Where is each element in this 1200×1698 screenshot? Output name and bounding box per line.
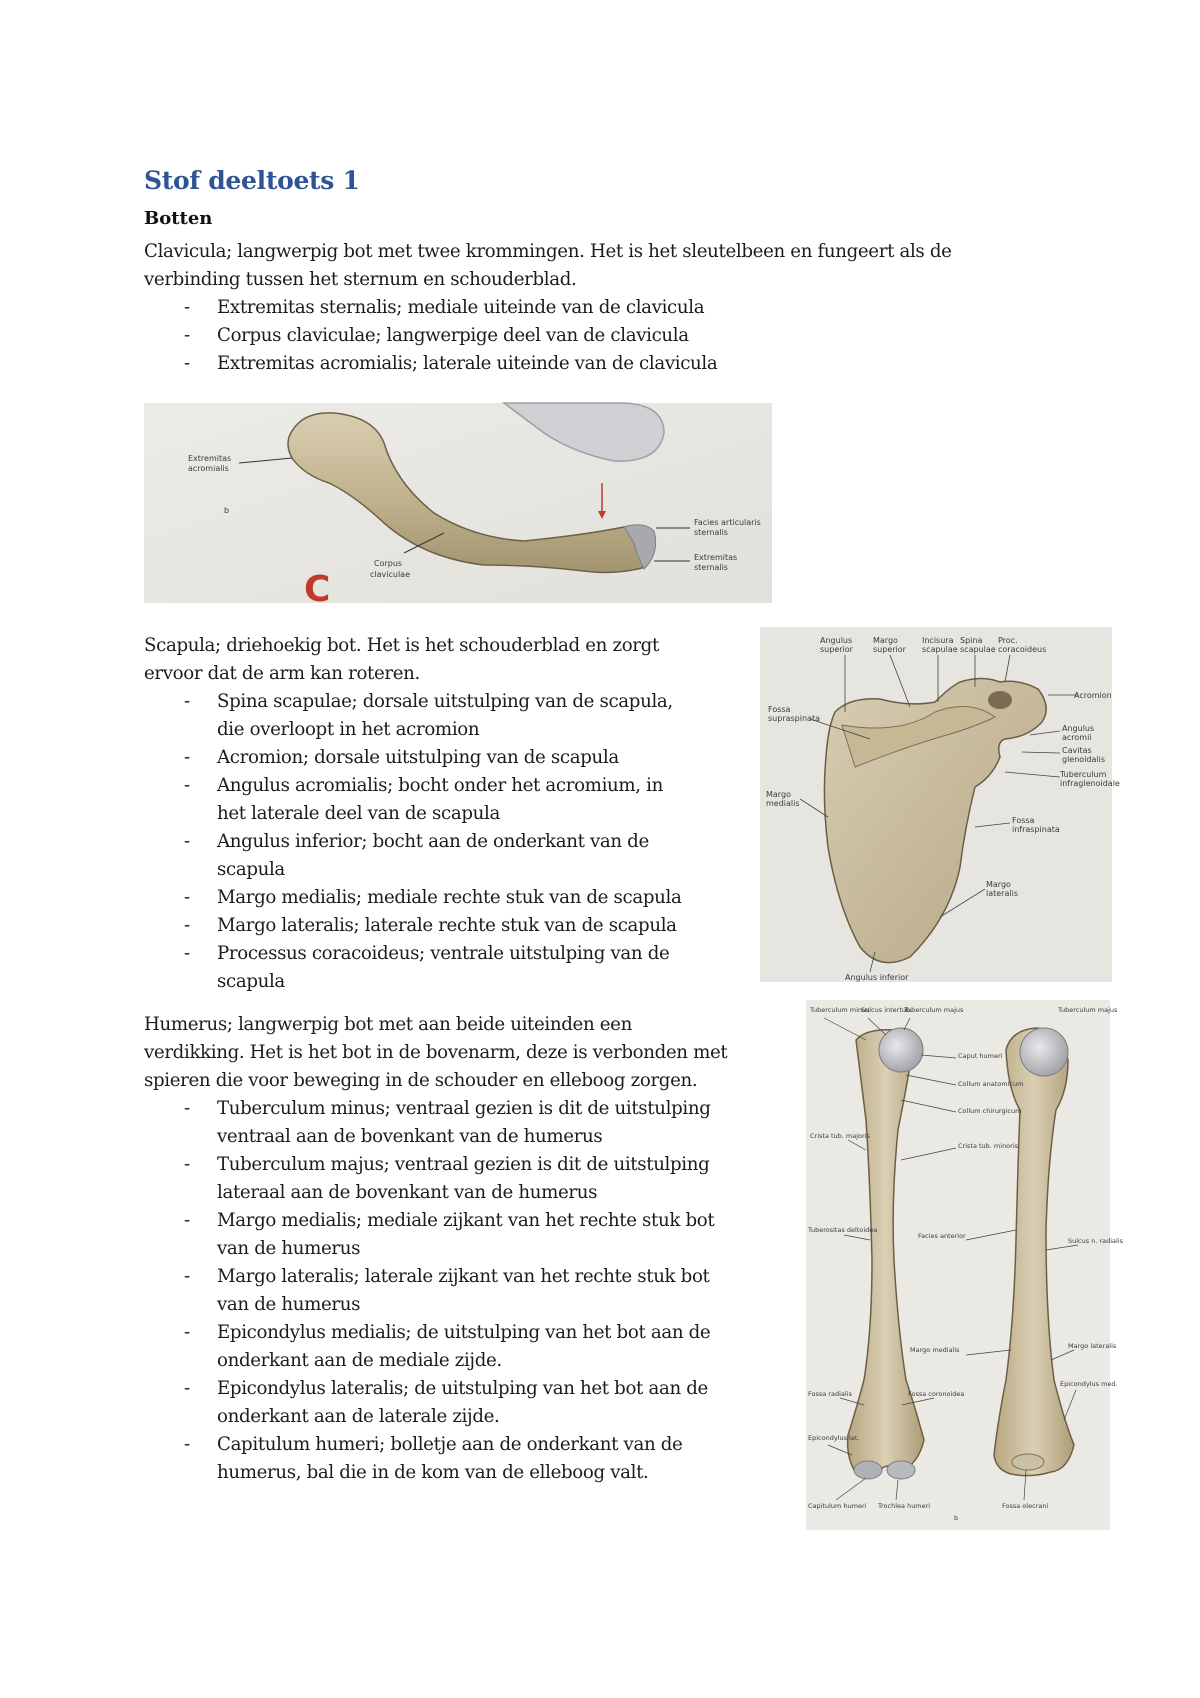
scapula-label-proc-2: coracoideus: [998, 645, 1047, 654]
humerus-label-sulcus-radialis: Sulcus n. radialis: [1068, 1237, 1124, 1245]
list-item: - Margo medialis; mediale rechte stuk van de scapula: [184, 887, 682, 908]
scapula-intro-line2: ervoor dat de arm kan roteren.: [144, 663, 420, 684]
clavicula-label-acromialis-2: acromialis: [188, 464, 229, 473]
humerus-label-sulcus: Sulcus intertub.: [861, 1006, 913, 1014]
humerus-label-epi-lat: Epicondylus lat.: [808, 1434, 860, 1442]
list-item: - Spina scapulae; dorsale uitstulping van de scapula, die overloopt in het acromion: [184, 691, 673, 740]
humerus-label-fossa-olec: Fossa olecrani: [1002, 1502, 1049, 1510]
list-item: - Extremitas acromialis; laterale uiteinde van de clavicula: [184, 353, 718, 374]
humerus-illustration: [806, 1000, 1124, 1530]
scapula-label-tuberculum-1: Tuberculum: [1060, 770, 1107, 779]
scapula-label-angulus-acromii-2: acromii: [1062, 733, 1092, 742]
humerus-label-tub-majus-post: Tuberculum majus: [1058, 1006, 1118, 1014]
scapula-label-incisura-2: scapulae: [922, 645, 958, 654]
humerus-list: [144, 1095, 784, 1487]
list-item: - Capitulum humeri; bolletje aan de onderkant van de humerus, bal die in de kom van de elleboog valt.: [184, 1434, 683, 1483]
humerus-label-crista-maj: Crista tub. majoris: [810, 1132, 870, 1140]
scapula-label-fossa-supra-1: Fossa: [768, 705, 791, 714]
list-item: - Angulus acromialis; bocht onder het acromium, in het laterale deel van de scapula: [184, 775, 663, 824]
humerus-label-facies: Facies anterior: [918, 1232, 966, 1240]
figure-letter: b: [224, 506, 230, 515]
humerus-label-fossa-cor: Fossa coronoidea: [908, 1390, 965, 1398]
clavicula-intro-line1: Clavicula; langwerpig bot met twee krommingen. Het is het sleutelbeen en fungeert als de: [144, 241, 952, 262]
humerus-label-collum-chir: Collum chirurgicum: [958, 1107, 1022, 1115]
scapula-label-fossa-infra-1: Fossa: [1012, 816, 1035, 825]
clavicula-intro-line2: verbinding tussen het sternum en schouderblad.: [144, 269, 577, 290]
scapula-figure: [760, 627, 1120, 982]
list-item: - Acromion; dorsale uitstulping van de scapula: [184, 747, 619, 768]
clavicula-label-corpus-2: claviculae: [370, 570, 410, 579]
scapula-label-angulus-acromii-1: Angulus: [1062, 724, 1095, 733]
clavicula-label-facies-1: Facies articularis: [694, 518, 761, 527]
scapula-label-margo-medialis-2: medialis: [766, 799, 800, 808]
humerus-intro-line2: verdikking. Het is het bot in de bovenarm, deze is verbonden met: [144, 1042, 728, 1063]
humerus-intro-line3: spieren die voor beweging in de schouder en elleboog zorgen.: [144, 1070, 698, 1091]
clavicula-label-sternalis-1: Extremitas: [694, 553, 738, 562]
scapula-label-margo-lateralis-1: Margo: [986, 880, 1011, 889]
list-item: - Corpus claviculae; langwerpige deel van de clavicula: [184, 325, 689, 346]
section-heading: Botten: [144, 208, 213, 229]
page-title: Stof deeltoets 1: [144, 166, 360, 195]
humerus-label-tub-minus: Tuberculum minus: [810, 1006, 870, 1014]
scapula-label-spina-2: scapulae: [960, 645, 996, 654]
figure-mark: C: [304, 569, 331, 610]
scapula-label-proc-1: Proc.: [998, 636, 1018, 645]
scapula-label-margo-lateralis-2: lateralis: [986, 889, 1018, 898]
humerus-label-epi-med: Epicondylus med.: [1060, 1380, 1118, 1388]
list-item: - Margo lateralis; laterale rechte stuk van de scapula: [184, 915, 677, 936]
list-item: - Extremitas sternalis; mediale uiteinde van de clavicula: [184, 297, 705, 318]
clavicula-label-facies-2: sternalis: [694, 528, 728, 537]
list-item: - Tuberculum minus; ventraal gezien is dit de uitstulping ventraal aan de bovenkant van de humerus: [184, 1098, 711, 1147]
humerus-intro-line1: Humerus; langwerpig bot met aan beide uiteinden een: [144, 1014, 632, 1035]
scapula-label-cavitas-1: Cavitas: [1062, 746, 1092, 755]
humerus-label-margo-med: Margo medialis: [910, 1346, 960, 1354]
humerus-label-crista-min: Crista tub. minoris: [958, 1142, 1019, 1150]
scapula-label-angulus-inferior: Angulus inferior: [845, 973, 909, 982]
list-item: - Angulus inferior; bocht aan de onderkant van de scapula: [184, 831, 649, 880]
list-item: - Margo medialis; mediale zijkant van het rechte stuk bot van de humerus: [184, 1210, 715, 1259]
scapula-label-angulus-superior-2: superior: [820, 645, 853, 654]
list-item: - Tuberculum majus; ventraal gezien is dit de uitstulping lateraal aan de bovenkant van de humerus: [184, 1154, 710, 1203]
scapula-label-fossa-infra-2: infraspinata: [1012, 825, 1060, 834]
humerus-figure: [806, 1000, 1124, 1530]
list-item: - Epicondylus lateralis; de uitstulping van het bot aan de onderkant aan de laterale zijde.: [184, 1378, 708, 1427]
clavicula-label-sternalis-2: sternalis: [694, 563, 728, 572]
scapula-label-angulus-superior-1: Angulus: [820, 636, 853, 645]
list-item: - Processus coracoideus; ventrale uitstulping van de scapula: [184, 943, 670, 992]
scapula-label-fossa-supra-2: supraspinata: [768, 714, 820, 723]
figure-letter: b: [954, 1514, 959, 1522]
clavicula-list: [144, 294, 844, 378]
scapula-intro-line1: Scapula; driehoekig bot. Het is het schouderblad en zorgt: [144, 635, 659, 656]
scapula-label-spina-1: Spina: [960, 636, 983, 645]
scapula-list: [144, 688, 764, 996]
humerus-label-tub-majus: Tuberculum majus: [904, 1006, 964, 1014]
humerus-label-fossa-rad: Fossa radialis: [808, 1390, 852, 1398]
humerus-label-capitulum: Capitulum humeri: [808, 1502, 867, 1510]
list-item: - Epicondylus medialis; de uitstulping van het bot aan de onderkant aan de mediale zijde.: [184, 1322, 711, 1371]
scapula-label-margo-superior-1: Margo: [873, 636, 898, 645]
humerus-label-tuberositas: Tuberositas deltoidea: [808, 1226, 878, 1234]
clavicula-illustration: [144, 403, 772, 610]
humerus-label-margo-lat: Margo lateralis: [1068, 1342, 1117, 1350]
humerus-label-collum-anat: Collum anatomicum: [958, 1080, 1024, 1088]
scapula-label-margo-superior-2: superior: [873, 645, 906, 654]
scapula-illustration: [760, 627, 1120, 982]
list-item: - Margo lateralis; laterale zijkant van het rechte stuk bot van de humerus: [184, 1266, 710, 1315]
humerus-label-caput: Caput humeri: [958, 1052, 1003, 1060]
scapula-label-margo-medialis-1: Margo: [766, 790, 791, 799]
clavicula-label-corpus-1: Corpus: [374, 559, 403, 568]
clavicula-figure: [144, 403, 772, 610]
scapula-label-tuberculum-2: infraglenoidale: [1060, 779, 1120, 788]
scapula-label-incisura-1: Incisura: [922, 636, 954, 645]
humerus-label-trochlea: Trochlea humeri: [878, 1502, 931, 1510]
clavicula-label-acromialis-1: Extremitas: [188, 454, 232, 463]
scapula-label-cavitas-2: glenoidalis: [1062, 755, 1106, 764]
scapula-label-acromion: Acromion: [1074, 691, 1112, 700]
